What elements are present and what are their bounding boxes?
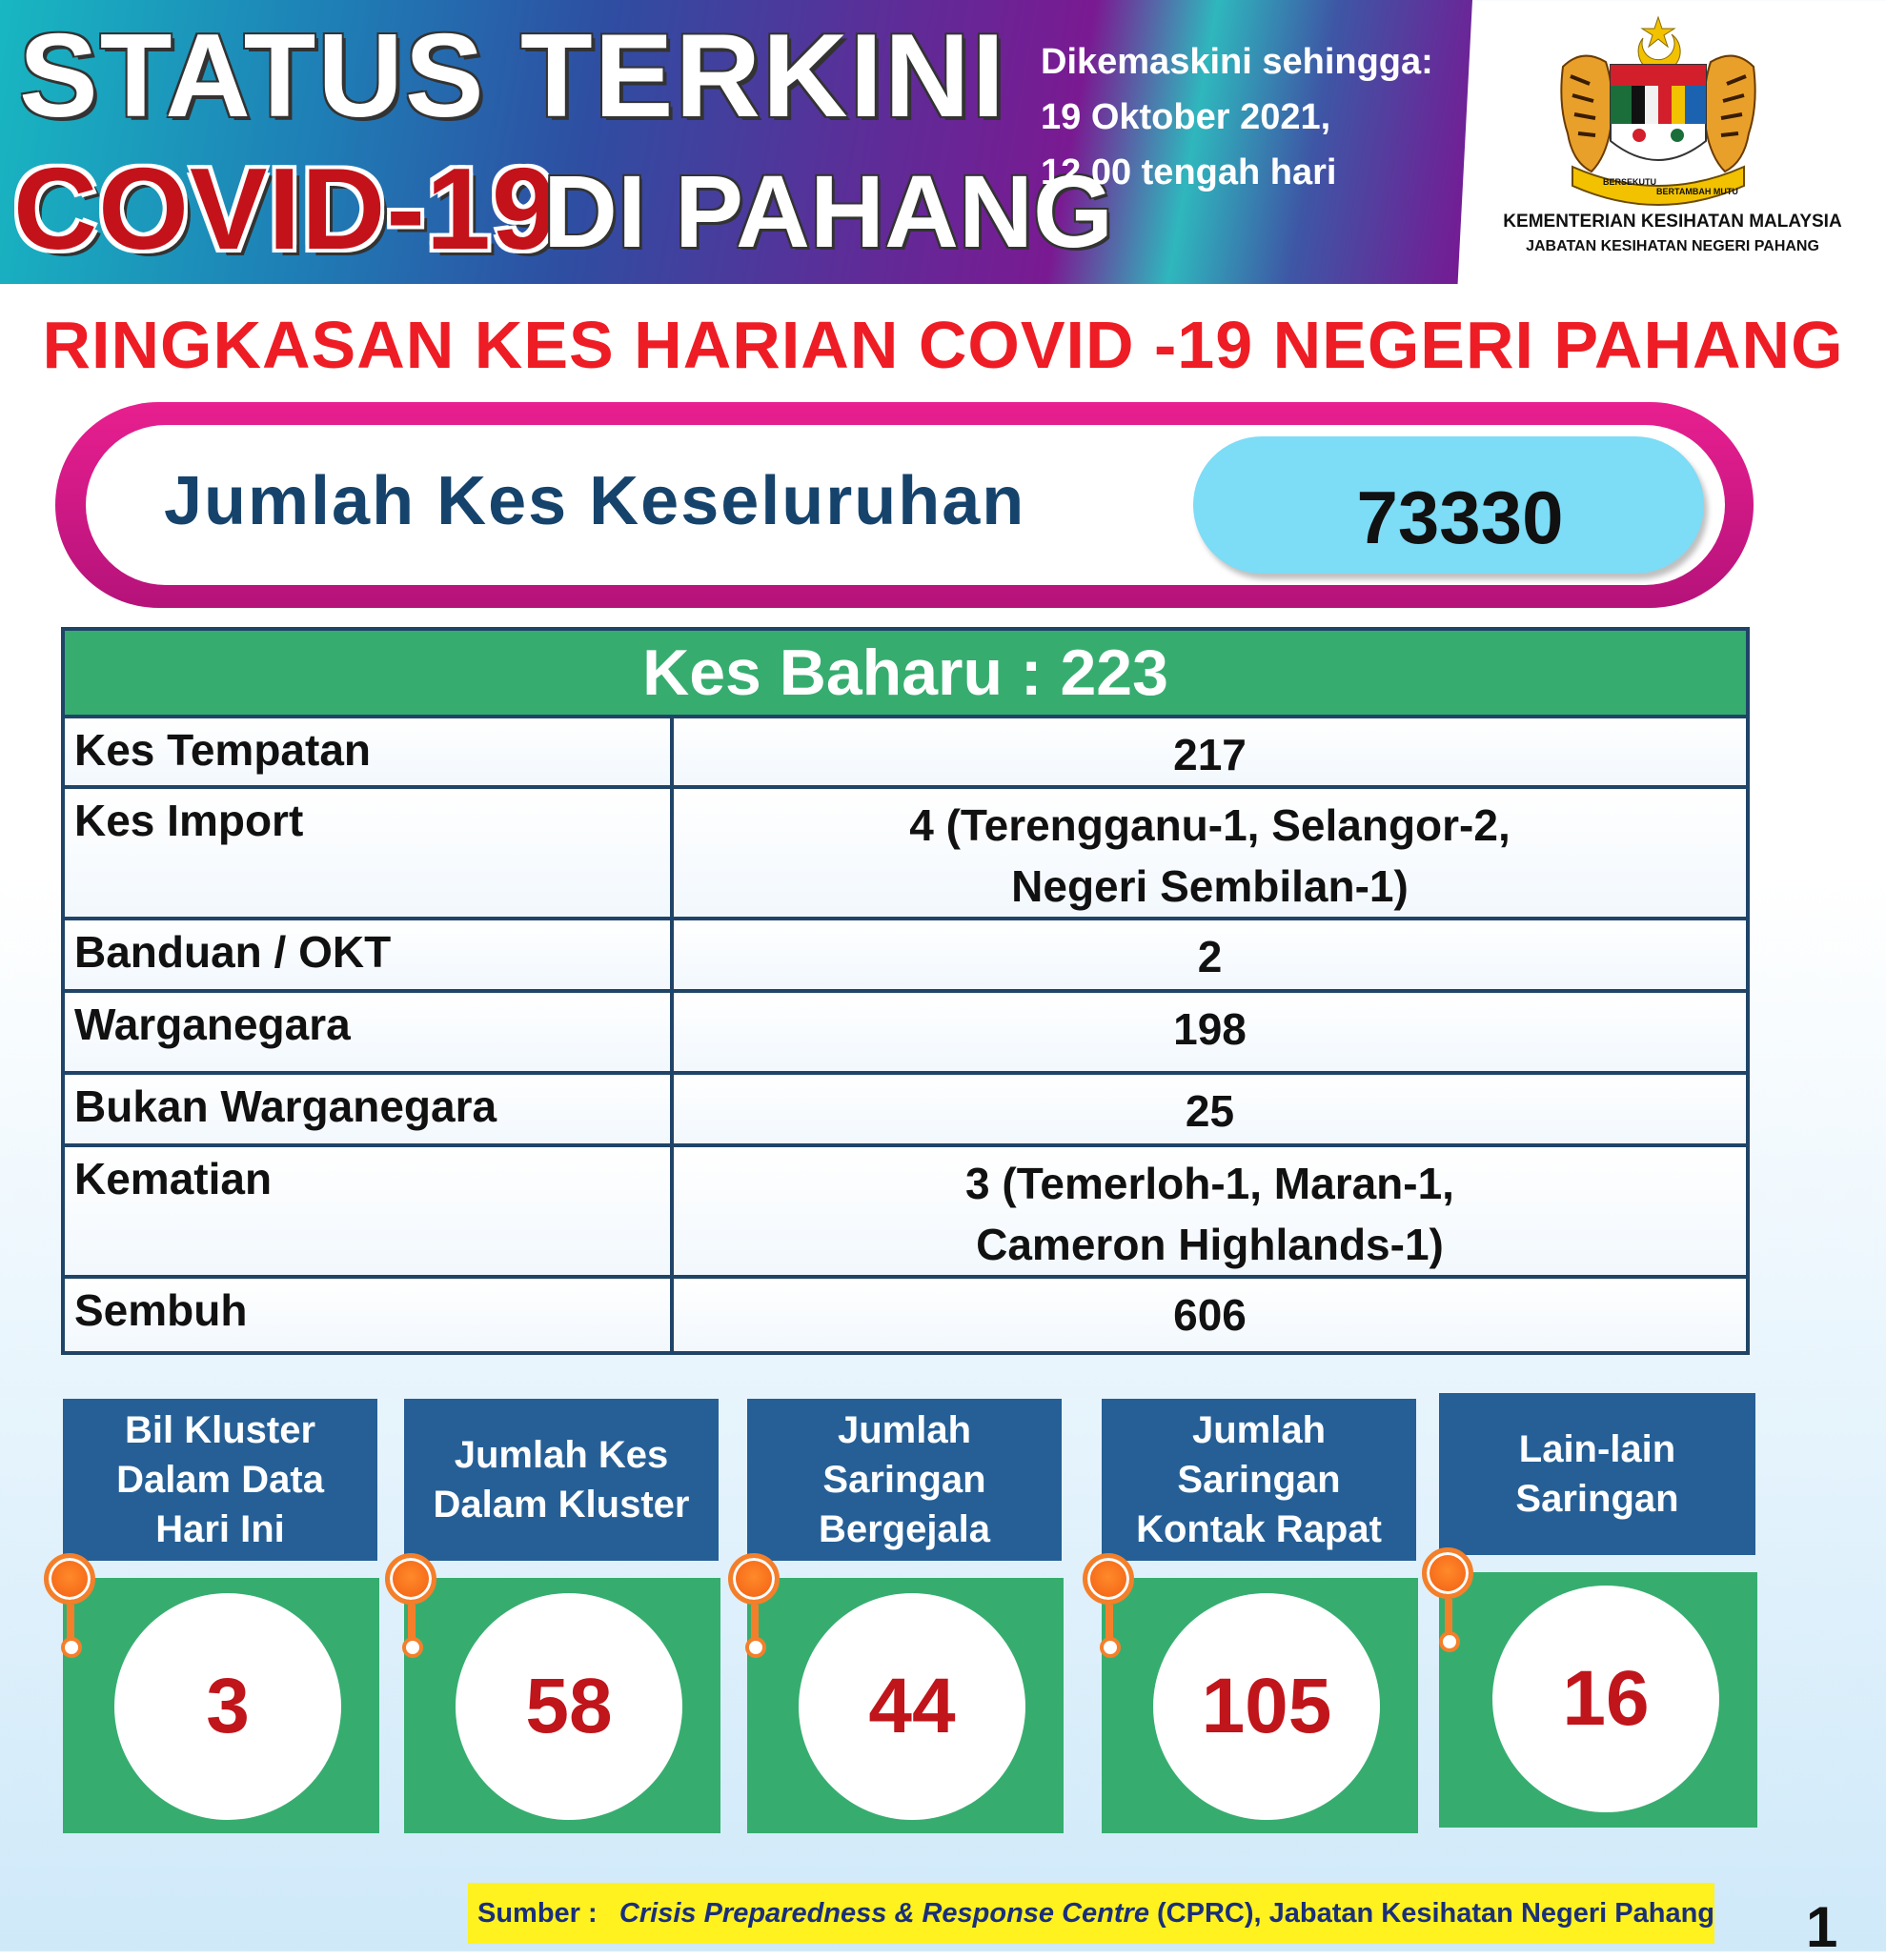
card-title-line: Bergejala bbox=[818, 1508, 991, 1550]
update-line-3: 12.00 tengah hari bbox=[1041, 152, 1337, 192]
card-value: 16 bbox=[1492, 1586, 1719, 1812]
total-cases-value: 73330 bbox=[1356, 475, 1564, 559]
pin-icon bbox=[1422, 1547, 1473, 1599]
card-title bbox=[1439, 1393, 1755, 1555]
source-text bbox=[619, 1898, 1714, 1930]
pin-icon bbox=[385, 1553, 436, 1605]
source-org-rest: (CPRC), Jabatan Kesihatan Negeri Pahang bbox=[1148, 1897, 1714, 1929]
card-title bbox=[1102, 1399, 1416, 1561]
card-title-line: Jumlah bbox=[837, 1409, 972, 1451]
covid-title: COVID-19 bbox=[13, 144, 558, 273]
row-value bbox=[672, 1277, 1748, 1353]
status-title: STATUS TERKINI bbox=[19, 10, 1007, 142]
new-cases-header: Kes Baharu : 223 bbox=[63, 629, 1748, 717]
row-value bbox=[672, 1145, 1748, 1277]
card-value: 44 bbox=[799, 1593, 1025, 1820]
svg-text:BERTAMBAH MUTU: BERTAMBAH MUTU bbox=[1656, 187, 1738, 196]
card-title-line: Saringan bbox=[1177, 1459, 1341, 1501]
row-label: Kes Import bbox=[63, 787, 672, 919]
card-value: 3 bbox=[114, 1593, 341, 1820]
card-title-line: Bil Kluster bbox=[124, 1409, 316, 1451]
row-label: Bukan Warganegara bbox=[63, 1073, 672, 1145]
row-value-line: 3 (Temerloh-1, Maran-1, bbox=[965, 1159, 1454, 1208]
page-number: 1 bbox=[1806, 1895, 1838, 1959]
pin-foot bbox=[745, 1637, 766, 1658]
pin-icon bbox=[1083, 1553, 1134, 1605]
card-title-line: Lain-lain bbox=[1518, 1428, 1676, 1470]
card-title-line: Jumlah bbox=[1191, 1409, 1327, 1451]
region-title: DI PAHANG bbox=[543, 153, 1114, 269]
table-row bbox=[63, 1277, 1748, 1353]
table-row bbox=[63, 1145, 1748, 1277]
table-row bbox=[63, 991, 1748, 1073]
row-value bbox=[672, 1073, 1748, 1145]
row-value bbox=[672, 717, 1748, 787]
svg-text:BERSEKUTU: BERSEKUTU bbox=[1603, 177, 1657, 187]
card-value: 58 bbox=[456, 1593, 682, 1820]
table-row bbox=[63, 919, 1748, 991]
pin-foot bbox=[402, 1637, 423, 1658]
row-value-line: 25 bbox=[1185, 1086, 1235, 1136]
card-title-line: Saringan bbox=[822, 1459, 986, 1501]
update-line-1: Dikemaskini sehingga: bbox=[1041, 42, 1433, 82]
coat-of-arms-logo bbox=[1544, 10, 1773, 210]
card-title-line: Dalam Data bbox=[116, 1459, 324, 1501]
source-note bbox=[468, 1883, 1714, 1944]
card-title-line: Dalam Kluster bbox=[433, 1484, 690, 1526]
page-title: RINGKASAN KES HARIAN COVID -19 NEGERI PAHANG bbox=[42, 308, 1844, 382]
update-timestamp bbox=[1041, 34, 1460, 200]
pin-foot bbox=[61, 1637, 82, 1658]
card-value: 105 bbox=[1153, 1593, 1380, 1820]
update-line-2: 19 Oktober 2021, bbox=[1041, 97, 1331, 137]
row-value-line: 606 bbox=[1173, 1290, 1247, 1340]
table-row bbox=[63, 787, 1748, 919]
row-value-line: 217 bbox=[1173, 730, 1247, 779]
pin-foot bbox=[1439, 1631, 1460, 1652]
card-title-line: Kontak Rapat bbox=[1136, 1508, 1382, 1550]
pin-foot bbox=[1100, 1637, 1121, 1658]
new-cases-table bbox=[61, 627, 1750, 1355]
row-value bbox=[672, 919, 1748, 991]
row-label: Kes Tempatan bbox=[63, 717, 672, 787]
row-label: Kematian bbox=[63, 1145, 672, 1277]
card-title-line: Saringan bbox=[1515, 1478, 1679, 1520]
ministry-name: KEMENTERIAN KESIHATAN MALAYSIA bbox=[1503, 212, 1842, 232]
row-value bbox=[672, 991, 1748, 1073]
row-label: Warganegara bbox=[63, 991, 672, 1073]
row-label: Banduan / OKT bbox=[63, 919, 672, 991]
department-name: JABATAN KESIHATAN NEGERI PAHANG bbox=[1526, 238, 1819, 254]
table-row bbox=[63, 717, 1748, 787]
card-title bbox=[404, 1399, 719, 1561]
total-cases-label: Jumlah Kes Keseluruhan bbox=[164, 463, 1026, 539]
card-title-line: Jumlah Kes bbox=[454, 1434, 669, 1476]
row-value-line: 198 bbox=[1173, 1004, 1247, 1054]
pin-icon bbox=[44, 1553, 95, 1605]
pin-icon bbox=[728, 1553, 780, 1605]
source-org-italic: Crisis Preparedness & Response Centre bbox=[619, 1897, 1149, 1929]
source-label: Sumber : bbox=[477, 1897, 598, 1929]
card-title bbox=[747, 1399, 1062, 1561]
card-title bbox=[63, 1399, 377, 1561]
row-value-line: 4 (Terengganu-1, Selangor-2, bbox=[909, 800, 1511, 850]
row-label: Sembuh bbox=[63, 1277, 672, 1353]
row-value bbox=[672, 787, 1748, 919]
row-value-line: 2 bbox=[1197, 932, 1223, 981]
row-value-line: Negeri Sembilan-1) bbox=[1011, 861, 1409, 911]
row-value-line: Cameron Highlands-1) bbox=[976, 1220, 1444, 1269]
card-title-line: Hari Ini bbox=[155, 1508, 285, 1550]
table-row bbox=[63, 1073, 1748, 1145]
